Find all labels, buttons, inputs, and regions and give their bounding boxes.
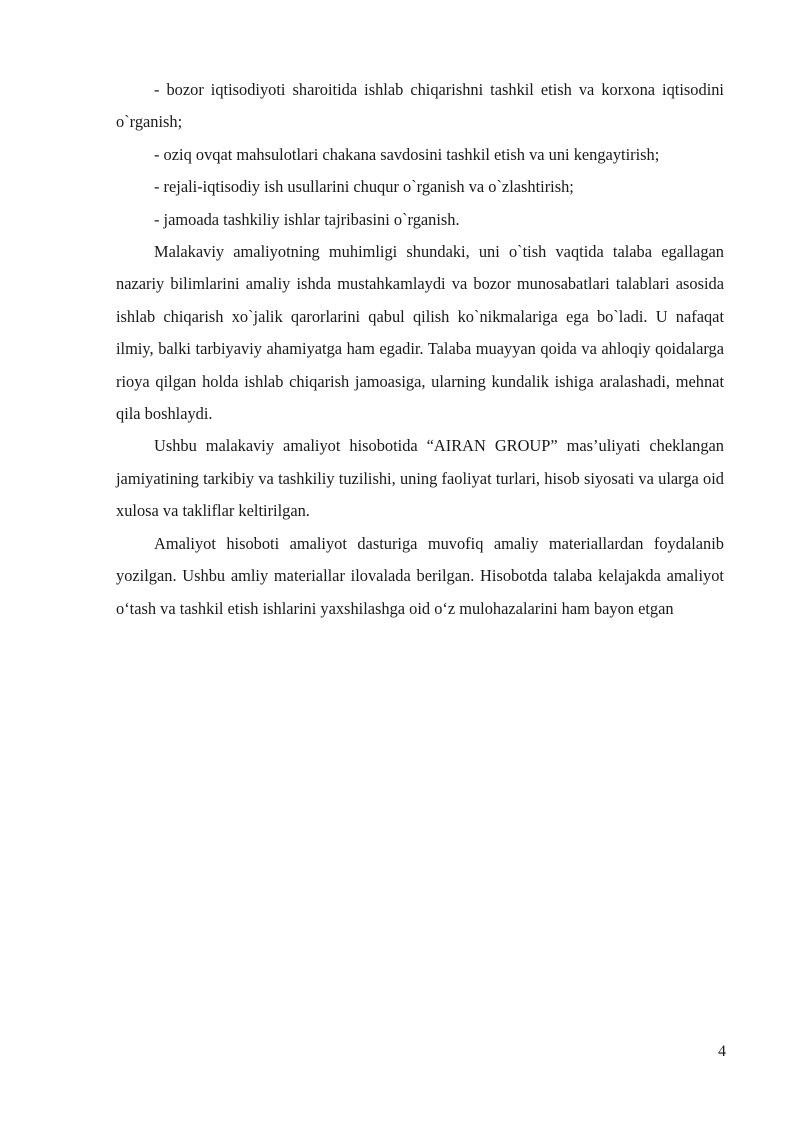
bullet-planning-methods: - rejali-iqtisodiy ish usullarini chuqur o`rganish va o`zlashtirish; [154, 177, 574, 197]
paragraph-report-scope: Ushbu malakaviy amaliyot hisobotida “AIRAN GROUP” mas’uliyati cheklangan jamiyatining tarkibiy va tashkiliy tuzilishi, uning faoliyat turlari, hisob siyosati va ularga oid xulosa va takliflar keltirilgan. [116, 436, 724, 521]
paragraph-practice-importance: Malakaviy amaliyotning muhimligi shundaki, uni o`tish vaqtida talaba egallagan nazariy bilimlarini amaliy ishda mustahkamlaydi va bozor munosabatlari talablari asosida ishlab chiqarish xo`jalik qarorlarini qabul qilish ko`nikmalariga ega bo`ladi. U nafaqat ilmiy, balki tarbiyaviy ahamiyatga ham egadir. Talaba muayyan qoida va ahloqiy qoidalarga rioya qilgan holda ishlab chiqarish jamoasiga, ularning kundalik ishiga aralashadi, mehnat qila boshlaydi. [116, 242, 724, 424]
bullet-market-economy: - bozor iqtisodiyoti sharoitida ishlab chiqarishni tashkil etish va korxona iqtisodini o`rganish; [116, 80, 724, 132]
bullet-team-experience: - jamoada tashkiliy ishlar tajribasini o`rganish. [154, 209, 460, 229]
document-body [116, 74, 724, 625]
bullet-retail-trade: - oziq ovqat mahsulotlari chakana savdosini tashkil etish va uni kengaytirish; [154, 144, 660, 164]
page-number: 4 [718, 1043, 726, 1060]
paragraph-report-materials: Amaliyot hisoboti amaliyot dasturiga muvofiq amaliy materiallardan foydalanib yozilgan. Ushbu amliy materiallar ilovalada berilgan. Hisobotda talaba kelajakda amaliyot o‘tash va tashkil etish ishlarini yaxshilashga oid o‘z mulohazalarini ham bayon etgan [116, 533, 724, 618]
